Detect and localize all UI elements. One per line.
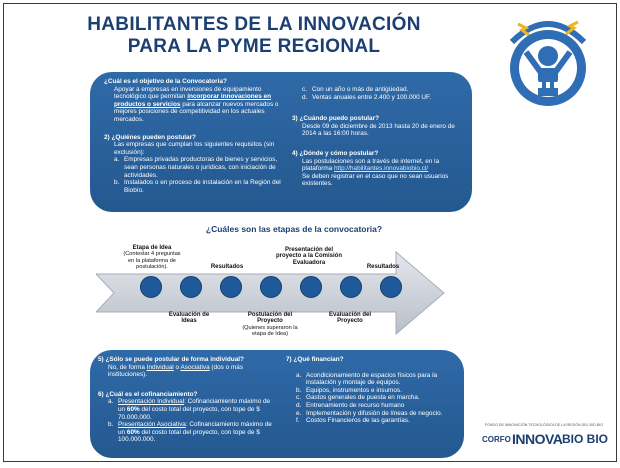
- stage-results-2: Resultados: [366, 264, 400, 270]
- application-link[interactable]: http://habilitantes.innovabiobio.cl/: [333, 165, 429, 173]
- innova-logo: INNOVA: [512, 431, 563, 447]
- stage-marker: [220, 276, 242, 298]
- q3-text: Desde 09 de diciembre de 2013 hasta 20 de enero de 2014 a las 16:00 horas.: [302, 122, 455, 138]
- person-plug-icon: [502, 12, 594, 112]
- stages-heading: ¿Cuáles son las etapas de la convocatoria?: [205, 224, 383, 234]
- q4-text: Las postulaciones son a través de internet, en la plataforma http://habilitantes.innovabiobio.cl/ Se deben registrar en el caso que no sean usuarios existentes.: [302, 157, 449, 188]
- stage-idea: Etapa de Idea (Contestar 4 preguntas en la plataforma de postulación).: [123, 245, 181, 271]
- list-item: a. Empresas privadas productoras de bienes y servicios, sean personas naturales o jurídicas, con iniciación de actividades.: [114, 156, 278, 179]
- title-line-2: PARA LA PYME REGIONAL: [127, 36, 381, 57]
- stage-marker: [380, 276, 402, 298]
- list-item: b. Presentación Asociativa: Cofinanciamiento máximo de un 60% del costo total del proyecto, con tope de $ 100.000.000.: [108, 421, 272, 444]
- panel2-right-column: [286, 356, 452, 425]
- q2-title: 2) ¿Quiénes pueden postular?: [104, 133, 196, 141]
- poster: [3, 3, 617, 462]
- stage-results-1: Resultados: [210, 264, 244, 270]
- info-panel-bottom: [90, 350, 464, 458]
- q1-highlight: incorporar innovaciones en productos o servicios: [114, 93, 271, 108]
- stage-marker: [300, 276, 322, 298]
- q6-title: 6) ¿Cuál es el cofinanciamiento?: [98, 390, 198, 398]
- q1-text: Apoyar a empresas en inversiones de equipamiento tecnológico que permitan incorporar innovaciones en productos o servicios para alcanzar nuevos mercados o mejores posiciones de competitividad en los actuales mercados.: [114, 85, 279, 123]
- list-item: a. Presentación Individual: Cofinanciamiento máximo de un 60% del costo total del proyecto, con tope de $ 70.000.000.: [108, 398, 271, 421]
- stage-project-application: Postulación del Proyecto (Quienes superaron la etapa de Idea): [242, 312, 298, 338]
- q3-title: 3) ¿Cuándo puedo postular?: [292, 115, 379, 123]
- corfo-logo: CORFO: [482, 435, 511, 444]
- q5-title: 5) ¿Sólo se puede postular de forma individual?: [98, 356, 244, 363]
- stage-marker: [180, 276, 202, 298]
- list-item: a. Acondicionamiento de espacios físicos para la instalación y montaje de equipos.: [296, 371, 438, 387]
- stage-project-evaluation: Evaluación del Proyecto: [328, 312, 371, 325]
- q5-text: No, de forma Individual o Asociativa (dos o más instituciones).: [108, 363, 244, 379]
- stage-marker: [340, 276, 362, 298]
- q7-title: 7) ¿Qué financian?: [286, 356, 344, 363]
- panel2-left-column: [98, 356, 278, 444]
- q2-intro: Las empresas que cumplan los siguientes requisitos (sin exclusión):: [114, 141, 275, 156]
- panel1-right-column: [292, 86, 462, 188]
- title-line-1: HABILITANTES DE LA INNOVACIÓN: [87, 14, 421, 35]
- page-title: [74, 14, 434, 58]
- list-item: c. Con un año o más de antigüedad.: [302, 86, 409, 93]
- q1-title: ¿Cuál es el objetivo de la Convocatoria?: [104, 78, 227, 85]
- stage-marker: [260, 276, 282, 298]
- list-item: f. Costos Financieros de las garantías.: [296, 417, 410, 425]
- list-item: b. Equipos, instrumentos e insumos.: [296, 386, 402, 394]
- stage-marker: [140, 276, 162, 298]
- list-item: d. Entrenamiento de recurso humano: [296, 401, 405, 409]
- info-panel-top: [90, 72, 472, 212]
- footer-logo: [476, 423, 612, 457]
- panel1-left-column: [104, 78, 282, 194]
- list-item: b. Instalados o en proceso de instalación en la Región del Biobío.: [114, 179, 281, 194]
- list-item: c. Gastos generales de puesta en marcha.: [296, 394, 420, 402]
- footer-fund-name: FONDO DE INNOVACIÓN TECNOLÓGICA DE LA REGIÓN DEL BIO-BIO: [484, 423, 604, 427]
- list-item: d. Ventas anuales entre 2.400 y 100.000 UF.: [302, 93, 432, 101]
- biobio-logo: BIO BIO: [562, 432, 609, 446]
- q4-title: 4) ¿Dónde y cómo postular?: [292, 149, 379, 157]
- stage-idea-evaluation: Evaluación de Ideas: [168, 312, 210, 325]
- list-item: e. Implementación y difusión de líneas de negocio.: [296, 409, 443, 417]
- stage-presentation: Presentación del proyecto a la Comisión Evaluadora: [276, 247, 343, 266]
